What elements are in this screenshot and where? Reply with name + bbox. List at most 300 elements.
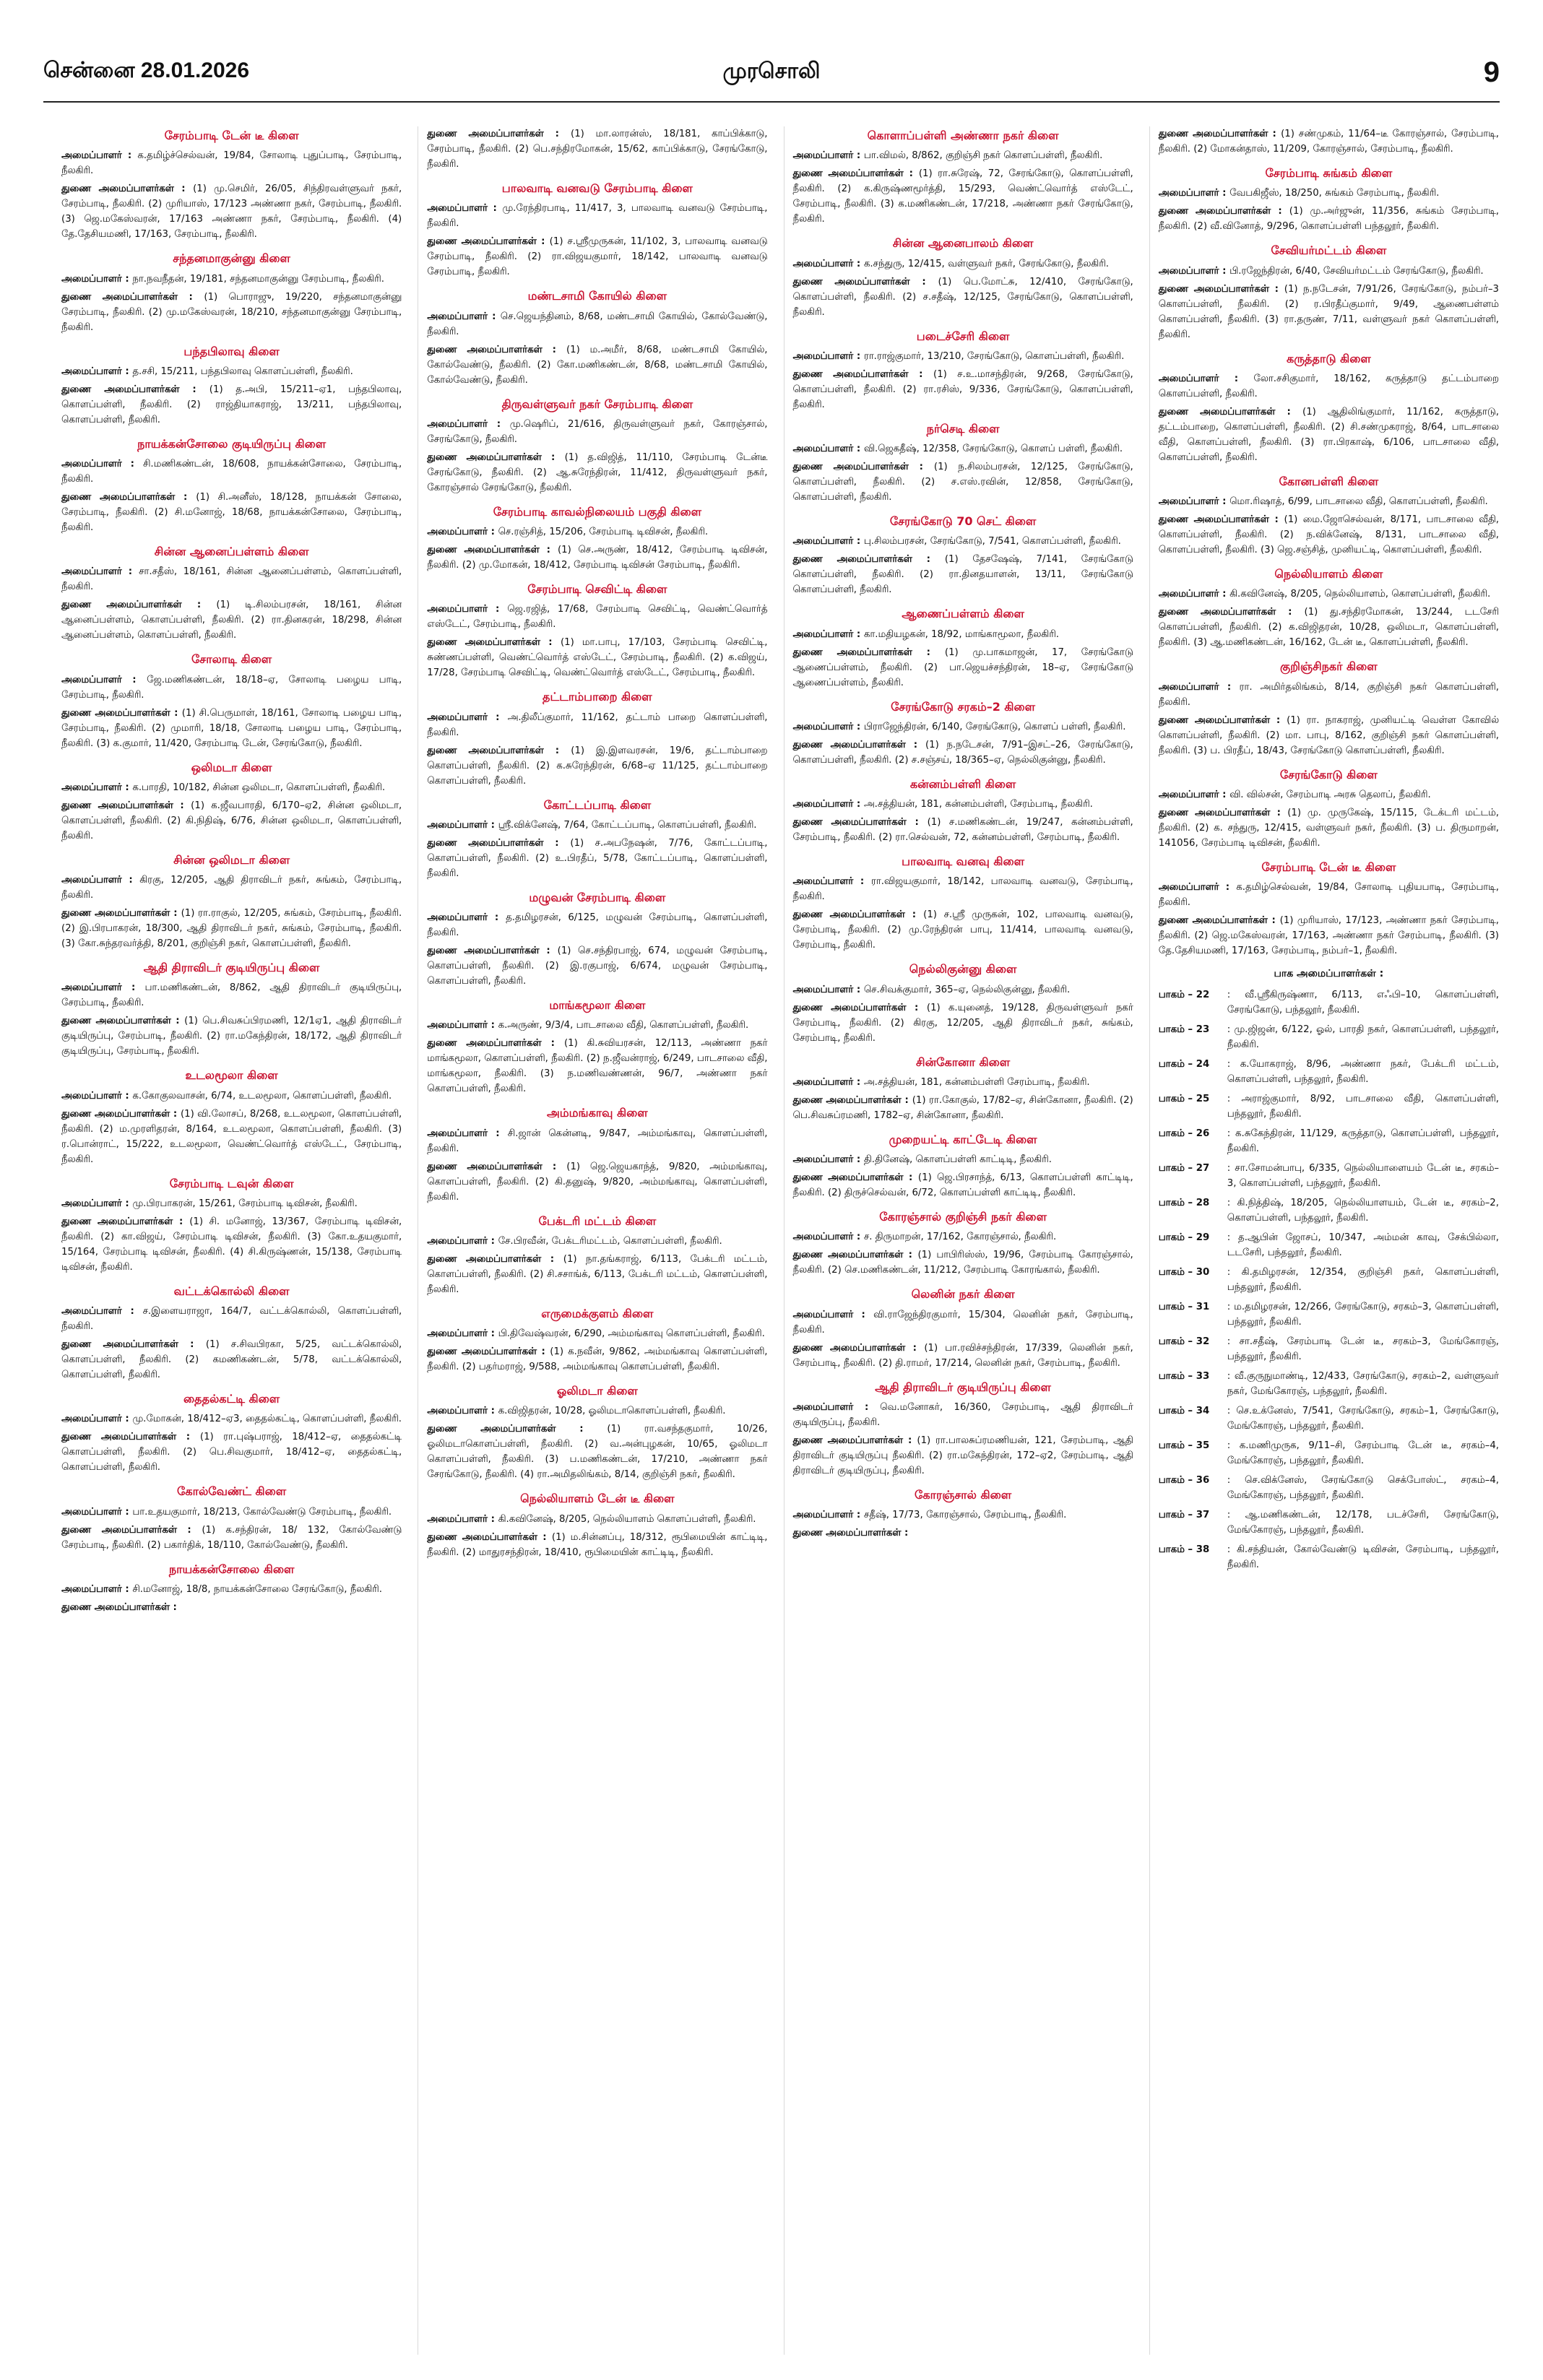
- branch-title: கோரஞ்சால் கிளை: [915, 1487, 1012, 1502]
- ward-label: பாகம் – 22: [1158, 990, 1210, 1001]
- deputies-text: (1) மு.பாகமாஜன், 17, சேரங்கோடு ஆணைப்பள்ளம், நீலகிரி. (2) பா.ஜெயச்சந்திரன், 18–ஏ, சேரங்கோடு ஆணைப்பள்ளம், நீலகிரி.: [792, 646, 1133, 688]
- organizer-label: அமைப்பாளர் :: [1158, 681, 1240, 693]
- deputies-line: [1159, 282, 1499, 342]
- branch-block: [61, 342, 402, 428]
- organizer-text: லோ.சசிகுமார், 18/162, கருத்தாடு தட்டம்பாறை கொளப்பள்ளி, நீலகிரி.: [1158, 373, 1499, 399]
- branch-block: [61, 1390, 402, 1475]
- deputies-label: துணை அமைப்பாளர்கள் :: [1158, 714, 1287, 726]
- branch-block: [793, 1208, 1133, 1278]
- organizer-text: த.சசி, 15/211, பந்தபிலாவு கொளப்பள்ளி, நீலகிரி.: [132, 365, 353, 377]
- branch-block: [427, 395, 767, 496]
- organizer-line: [1159, 264, 1499, 279]
- ward-text: : ம.தமிழரசன், 12/266, சேரங்கோடு, சரகம்–3, கொளப்பள்ளி, பந்தலூர், நீலகிரி.: [1227, 1302, 1499, 1328]
- deputies-text: (1) ரா.சுரேஷ், 72, சேரங்கோடு, கொளப்பள்ளி, நீலகிரி. (2) க.கிருஷ்ணமூர்த்தி, 15/293, வெண்ட்வொர்த் எஸ்டேட், சேரம்பாடி, நீலகிரி. (3) க.மணிகண்டன், 17/218, அண்ணா நகர் சேரங்கோடு, நீலகிரி.: [792, 168, 1133, 225]
- organizer-text: வி.ஜெகதீஷ், 12/358, சேரங்கோடு, கொளப் பள்ளி, நீலகிரி.: [863, 443, 1123, 455]
- deputies-text: (1) பா.ரவிச்சந்திரன், 17/339, லெனின் நகர், சேரம்பாடி, நீலகிரி. (2) தி.ராமர், 17/214, லெனின் நகர், சேரம்பாடி, நீலகிரி.: [792, 1342, 1133, 1369]
- organizer-line: [427, 1234, 767, 1249]
- organizer-text: பா.விமல், 8/862, குறிஞ்சி நகர் கொளப்பள்ளி, நீலகிரி.: [863, 150, 1103, 162]
- deputies-label: துணை அமைப்பாளர்கள் :: [427, 1038, 564, 1050]
- deputies-text: (1) க.ஜீவபாரதி, 6/170–ஏ2, சின்ன ஒலிமடா, கொளப்பள்ளி, நீலகிரி. (2) கி.நிதிஷ், 6/76, சின்ன ஒலிமடா, கொளப்பள்ளி, நீலகிரி.: [61, 800, 402, 841]
- organizer-text: ச.இளையராஜா, 164/7, வட்டக்கொல்லி, கொளப்பள்ளி, நீலகிரி.: [61, 1306, 402, 1333]
- organizer-label: அமைப்பாளர் :: [427, 203, 503, 215]
- organizer-line: [793, 797, 1133, 812]
- organizer-line: [61, 672, 402, 703]
- branch-block: [427, 1382, 767, 1482]
- organizer-label: அமைப்பாளர் :: [427, 819, 498, 831]
- deputies-label: துணை அமைப்பாளர்கள் :: [61, 1016, 185, 1027]
- organizer-label: அமைப்பாளர் :: [792, 258, 864, 269]
- branch-block: [427, 1212, 767, 1297]
- ward-label: பாகம் – 23: [1158, 1024, 1210, 1036]
- deputies-text: (1) ச.சிவபிரகா, 5/25, வட்டக்கொல்லி, கொளப்பள்ளி, நீலகிரி. (2) கமணிகண்டன், 5/78, வட்டக்கொல்லி, கொளப்பள்ளி, நீலகிரி.: [61, 1339, 402, 1381]
- deputies-label: துணை அமைப்பாளர்கள் :: [427, 236, 550, 248]
- ward-row: [1159, 1403, 1499, 1434]
- deputies-line: [1159, 512, 1499, 558]
- organizer-text: ரா.ராஜ்குமார், 13/210, சேரங்கோடு, கொளப்பள்ளி, நீலகிரி.: [863, 350, 1125, 362]
- organizer-label: அமைப்பாளர் :: [427, 418, 510, 430]
- organizer-label: அமைப்பாளர் :: [792, 350, 864, 362]
- organizer-text: சா.சதீஸ், 18/161, சின்ன ஆனைப்பள்ளம், கொளப்பள்ளி, நீலகிரி.: [61, 566, 402, 593]
- organizer-line: [427, 710, 767, 740]
- ward-label: பாகம் – 32: [1158, 1336, 1210, 1348]
- branch-title: எருமைக்குளம் கிளை: [541, 1306, 654, 1320]
- deputies-text: (1) த.விஜித், 11/110, சேரம்பாடி டேன்டீ சேரங்கோடு, நீலகிரி. (2) ஆ.சுரேந்திரன், 11/412, திருவள்ளுவர் நகர், கோரஞ்சால் சேரங்கோடு, நீலகிரி.: [427, 451, 768, 493]
- organizer-line: [427, 524, 767, 540]
- deputies-text: (1) நா.தங்கராஜ், 6/113, பேக்டரி மட்டம், கொளப்பள்ளி, நீலகிரி. (2) சி.சசாங்க், 6/113, பேக்டரி மட்டம், கொளப்பள்ளி, நீலகிரி.: [427, 1253, 768, 1295]
- branch-title: குறிஞ்சிநகர் கிளை: [1280, 659, 1378, 674]
- branch-title: லெனின் நகர் கிளை: [911, 1287, 1015, 1302]
- branch-title: நெல்லியாளம் டேன் டீ கிளை: [520, 1492, 675, 1506]
- organizer-label: அமைப்பாளர் :: [61, 1506, 133, 1518]
- organizer-line: [793, 1400, 1133, 1430]
- organizer-label: அமைப்பாளர் :: [1158, 188, 1230, 199]
- branch-title: நர்செடி கிளை: [926, 421, 1000, 436]
- deputies-label: துணை அமைப்பாளர்கள் :: [792, 554, 945, 566]
- branch-title: அம்மங்காவு கிளை: [547, 1106, 648, 1120]
- deputies-text: (1) ஆதிலிங்குமார், 11/162, கருத்தாடு, தட்டம்பாறை, கொளப்பள்ளி, நீலகிரி. (2) சி.சண்முகராஜ், 8/64, பாடசாலை வீதி, கொளப்பள்ளி, நீலகிரி. (3) ரா.பிரகாஷ், 6/106, பாடசாலை வீதி, கொளப்பள்ளி, நீலகிரி.: [1158, 406, 1499, 463]
- deputies-line: [427, 342, 767, 388]
- deputies-text: (1) செ.சந்திரபாஜ், 674, மழுவன் சேரம்பாடி, கொளப்பள்ளி, நீலகிரி. (2) இ.ரகுபாஜ், 6/674, மழுவன் சேரம்பாடி, கொளப்பள்ளி, நீலகிரி.: [427, 945, 768, 987]
- organizer-line: [793, 627, 1133, 642]
- deputies-label: துணை அமைப்பாளர்கள் :: [427, 1253, 563, 1265]
- organizer-label: அமைப்பாளர் :: [1158, 496, 1230, 508]
- organizer-label: அமைப்பாளர் :: [1158, 265, 1230, 277]
- deputies-line: [1159, 605, 1499, 650]
- ward-label: பாகம் – 25: [1158, 1094, 1210, 1105]
- organizer-line: [1159, 186, 1499, 201]
- branch-title: சேரங்கோடு 70 செட் கிளை: [889, 514, 1037, 529]
- organizer-line: [427, 201, 767, 231]
- deputies-line: [61, 181, 402, 242]
- deputies-line: [427, 1252, 767, 1297]
- deputies-label: துணை அமைப்பாளர்கள் :: [792, 739, 925, 750]
- deputies-text: (1) ரா.புஷ்பராஜ், 18/412–ஏ, தைதல்கட்டி கொளப்பள்ளி, நீலகிரி. (2) பெ.சிவகுமார், 18/412–ஏ, தைதல்கட்டி, கொளப்பள்ளி, நீலகிரி.: [61, 1432, 402, 1474]
- branch-title: சேரம்பாடி காவல்நிலையம் பகுதி கிளை: [493, 504, 702, 519]
- branch-block: [427, 179, 767, 280]
- deputies-line: [427, 836, 767, 881]
- organizer-line: [61, 1505, 402, 1520]
- deputies-label: துணை அமைப்பாளர்கள் :: [1158, 915, 1280, 927]
- organizer-label: அமைப்பாளர் :: [427, 604, 508, 615]
- branch-title: கோல்வேண்ட் கிளை: [176, 1484, 287, 1499]
- ward-row: [1159, 987, 1499, 1018]
- deputies-line: [427, 450, 767, 496]
- branch-title: சேவியர்மட்டம் கிளை: [1271, 243, 1387, 258]
- organizer-text: அ.சத்தியன், 181, கன்னம்பள்ளி சேரம்பாடி, நீலகிரி.: [863, 1076, 1090, 1088]
- deputies-text: (1) க.யுனைத், 19/128, திருவள்ளுவர் நகர் சேரம்பாடி, நீலகிரி. (2) கிரகு, 12/205, ஆதி திராவிடர் நகர், சுங்கம், சேரம்பாடி, நீலகிரி.: [792, 1002, 1133, 1044]
- ward-label: பாகம் – 30: [1158, 1267, 1210, 1278]
- branch-block: [793, 698, 1133, 768]
- ward-text: : செ.விக்னேஸ், சேரங்கோடு செக்போஸ்ட், சரகம்–4, மேங்கோரஞ், பந்தலூர், நீலகிரி.: [1227, 1475, 1499, 1502]
- organizer-text: சி.ஜான் கென்னடி, 9/847, அம்மங்காவு, கொளப்பள்ளி, நீலகிரி.: [427, 1128, 768, 1154]
- branch-block: [793, 1130, 1133, 1200]
- deputies-label: துணை அமைப்பாளர்கள் :: [61, 384, 209, 395]
- organizer-label: அமைப்பாளர் :: [792, 443, 864, 455]
- deputies-line: [793, 367, 1133, 412]
- ward-row: [1159, 1299, 1499, 1330]
- deputies-label: துணை அமைப்பாளர்கள் :: [1158, 607, 1305, 618]
- column-1: [61, 126, 402, 2355]
- deputies-label: துணை அமைப்பாளர்கள் :: [792, 1094, 912, 1106]
- organizer-text: ஜெ.ரஜித், 17/68, சேரம்பாடி செவிட்டி, வெண்ட்வொர்த் எஸ்டேட், சேரம்பாடி, நீலகிரி.: [427, 604, 768, 631]
- branch-block: [61, 542, 402, 643]
- deputies-label: துணை அமைப்பாளர்கள் :: [792, 1435, 917, 1446]
- organizer-label: அமைப்பாளர் :: [792, 1510, 864, 1521]
- deputies-text: (1) கி.சுவியரசன், 12/113, அண்ணா நகர் மாங்கமூலா, கொளப்பள்ளி, நீலகிரி. (2) ந.ஜீவன்ராஜ், 6/249, பாடசாலை வீதி, மாங்கமூலா, நீலகிரி. (3) ந.மணிவண்ணன், 96/7, அண்ணா நகர் கொளப்பள்ளி, நீலகிரி.: [427, 1038, 768, 1095]
- branch-title: சின்ன ஆனைப்பள்ளம் கிளை: [154, 545, 309, 559]
- column-4: [1149, 126, 1499, 2355]
- deputies-text: (1) சி.அனீஸ், 18/128, நாயக்கன் சோலை, சேரம்பாடி, நீலகிரி. (2) சி.மனோஜ், 18/68, நாயக்கன்சோலை, சேரம்பாடி, நீலகிரி.: [61, 492, 402, 534]
- deputies-line: [793, 166, 1133, 227]
- branch-title: நெல்லிகுன்னு கிளை: [909, 962, 1017, 977]
- organizer-label: அமைப்பாளர் :: [792, 799, 864, 810]
- deputies-line: [61, 798, 402, 844]
- organizer-text: பி.ரஜேந்திரன், 6/40, சேவியர்மட்டம் சேரங்கோடு, நீலகிரி.: [1229, 265, 1484, 277]
- deputies-text: (1) டி.சிலம்பரசன், 18/161, சின்ன ஆனைப்பள்ளம், கொளப்பள்ளி, நீலகிரி. (2) ரா.தினகரன், 18/298, சின்ன ஆனைப்பள்ளம், கொளப்பள்ளி, நீலகிரி.: [61, 600, 402, 641]
- deputies-line: [61, 290, 402, 335]
- masthead: [43, 51, 1500, 94]
- organizer-text: வேபகிஜீஸ், 18/250, சுங்கம் சேரம்பாடி, நீலகிரி.: [1229, 188, 1440, 199]
- branch-title: பாலவாடி வனவடு சேரம்பாடி கிளை: [501, 181, 693, 195]
- organizer-label: அமைப்பாளர் :: [427, 1128, 508, 1139]
- deputies-text: (1) சி. மனோஜ், 13/367, சேரம்பாடி டிவிசன், நீலகிரி. (2) கா.விஜய், சேரம்பாடி டிவிசன், நீலகிரி. (3) கோ.உதயகுமார், 15/164, சேரம்பாடி டிவிசன், நீலகிரி. (4) சி.கிருஷ்ணன், 15/138, சேரம்பாடி டிவிசன், நீலகிரி.: [61, 1216, 402, 1273]
- ward-row: [1159, 1369, 1499, 1399]
- deputies-text: (1) ரா.கோகுல், 17/82–ஏ, சின்கோனா, நீலகிரி. (2) பெ.சிவசுப்ரமணி, 1782–ஏ, சின்கோனா, நீலகிரி.: [792, 1094, 1133, 1121]
- deputies-text: (1) ச.ஸ்ரீமுருகன், 11/102, 3, பாலவாடி வனவடு சேரம்பாடி, நீலகிரி. (2) ரா.விஜயகுமார், 18/142, பாலவாடி வனவடு சேரம்பாடி, நீலகிரி.: [427, 236, 768, 278]
- ward-text: : செ.உக்னேஸ், 7/541, சேரங்கோடு, சரகம்–1, சேரங்கோடு, மேங்கோரஞ், பந்தலூர், நீலகிரி.: [1227, 1406, 1499, 1432]
- deputies-label: துணை அமைப்பாளர்கள் :: [792, 646, 945, 658]
- ward-text: : சா.சதீஷ், சேரம்பாடி டேன் டீ, சரகம்–3, மேங்கோரஞ், பந்தலூர், நீலகிரி.: [1227, 1336, 1499, 1363]
- organizer-label: அமைப்பாளர் :: [61, 1198, 133, 1209]
- organizer-text: சதீஷ், 17/73, கோரஞ்சால், சேரம்பாடி, நீலகிரி.: [863, 1510, 1067, 1521]
- branch-block: [61, 959, 402, 1059]
- page-number: 9: [1483, 56, 1500, 88]
- branch-block: [61, 1560, 402, 1615]
- branch-title: மாங்கமூலா கிளை: [549, 998, 646, 1013]
- organizer-line: [61, 873, 402, 903]
- deputies-line: [61, 706, 402, 751]
- organizer-line: [61, 1196, 402, 1211]
- deputies-text: (1) ரா.ராகுல், 12/205, சுங்கம், சேரம்பாடி, நீலகிரி. (2) இ.பிரபாகரன், 18/300, ஆதி திராவிடர் நகர், சுங்கம், சேரம்பாடி, நீலகிரி. (3) கோ.சுந்தரவர்த்தி, 8/201, குறிஞ்சி நகர், கொளப்பள்ளி, நீலகிரி.: [61, 908, 402, 950]
- organizer-line: [1159, 680, 1499, 710]
- organizer-line: [61, 1304, 402, 1334]
- branch-block: [61, 650, 402, 750]
- deputies-text: (1) மு. முருகேஷ், 15/115, டேக்டரி மட்டம், நீலகிரி. (2) க. சந்துரு, 12/415, வள்ளுவர் நகர், நீலகிரி. (3) ப. திருமாறன், 141056, சேரம்பாடி டிவிசன், நீலகிரி.: [1158, 807, 1499, 849]
- branch-block: [1159, 858, 1499, 959]
- branch-title: பேக்டரி மட்டம் கிளை: [538, 1213, 657, 1228]
- organizer-label: அமைப்பாளர் :: [61, 1090, 133, 1102]
- organizer-label: அமைப்பாளர் :: [427, 1406, 498, 1417]
- newspaper-name: முரசொலி: [722, 58, 821, 84]
- deputies-line: [61, 490, 402, 535]
- organizer-text: க.சந்துரு, 12/415, வள்ளுவர் நகர், சேரங்கோடு, நீலகிரி.: [863, 258, 1109, 269]
- organizer-label: அமைப்பாளர் :: [61, 365, 133, 377]
- branch-block: [427, 796, 767, 881]
- deputies-text: (1) முரியாஸ், 17/123, அண்ணா நகர் சேரம்பாடி, நீலகிரி. (2) ஜெ.மகேஸ்வரன், 17/163, அண்ணா நகர் சேரம்பாடி, நீலகிரி. (3) தே.தேசியமணி, 17/163, சேரம்பாடி, நம்பர்–1, நீலகிரி.: [1158, 915, 1499, 957]
- organizer-text: க.பாரதி, 10/182, சின்ன ஒலிமடா, கொளப்பள்ளி, நீலகிரி.: [132, 782, 386, 793]
- branch-block: [793, 852, 1133, 953]
- organizer-text: வி.ராஜேந்திரகுமார், 15/304, லெனின் நகர், சேரம்பாடி, நீலகிரி.: [792, 1309, 1133, 1336]
- organizer-text: பா.மணிகண்டன், 8/862, ஆதி திராவிடர் குடியிருப்பு, சேரம்பாடி, நீலகிரி.: [61, 982, 402, 1009]
- branch-block: [61, 435, 402, 535]
- deputies-line: [427, 1530, 767, 1560]
- ward-label: பாகம் – 26: [1158, 1128, 1210, 1140]
- deputies-label: துணை அமைப்பாளர்கள் :: [61, 1601, 177, 1613]
- organizer-line: [793, 256, 1133, 272]
- organizer-line: [793, 1307, 1133, 1338]
- branch-block: [1159, 241, 1499, 342]
- organizer-text: சி.மனோஜ், 18/8, நாயக்கன்சோலை சேரங்கோடு, நீலகிரி.: [132, 1583, 382, 1595]
- deputies-text: (1) பாபிரிஸ்ஸ், 19/96, சேரம்பாடி கோரஞ்சால், நீலகிரி. (2) செ.மணிகண்டன், 11/212, சேரம்பாடி கோரங்கால், நீலகிரி.: [792, 1250, 1133, 1276]
- branch-block: [61, 1482, 402, 1552]
- organizer-line: [427, 1403, 767, 1419]
- continued-deputies: [427, 126, 767, 172]
- branch-title: படைச்சேரி கிளை: [916, 329, 1010, 343]
- branch-title: சின்ன ஆனைபாலம் கிளை: [892, 236, 1034, 251]
- organizer-label: அமைப்பாளர் :: [427, 1328, 498, 1340]
- branch-title: கோரஞ்சால் குறிஞ்சி நகர் கிளை: [879, 1210, 1047, 1224]
- deputies-line: [793, 1341, 1133, 1371]
- organizer-text: அ.திலீப்குமார், 11/162, தட்டாம் பாறை கொளப்பள்ளி, நீலகிரி.: [427, 711, 768, 738]
- deputies-label: துணை அமைப்பாளர்கள் :: [61, 1432, 200, 1443]
- deputies-line: [427, 1421, 767, 1482]
- ward-label: பாகம் – 31: [1158, 1302, 1210, 1313]
- branch-title: கொளாப்பள்ளி அண்ணா நகர் கிளை: [867, 129, 1059, 142]
- organizer-text: க.விஜிதரன், 10/28, ஓலிமடாகொளப்பள்ளி, நீலகிரி.: [498, 1406, 726, 1417]
- organizer-label: அமைப்பாளர் :: [61, 982, 145, 994]
- deputies-text: (1) மா.லாரன்ஸ், 18/181, காப்பிக்காடு, சேரம்பாடி, நீலகிரி. (2) பெ.சந்திரமோகன், 15/62, காப்பிக்காடு, சேரங்கோடு, நீலகிரி.: [427, 129, 768, 170]
- branch-block: [793, 605, 1133, 690]
- branch-title: ஆதி திராவிடர் குடியிருப்பு கிளை: [875, 1380, 1051, 1394]
- deputies-line: [793, 274, 1133, 320]
- organizer-line: [61, 980, 402, 1011]
- deputies-label: துணை அமைப்பாளர்கள் :: [61, 600, 217, 611]
- organizer-line: [427, 1018, 767, 1033]
- deputies-text: (1) த.அபி, 15/211–ஏ1, பந்தபிலாவு, கொளப்பள்ளி, நீலகிரி. (2) ராஜ்தியாகராஜ், 13/211, பந்தபிலாவு, கொளப்பள்ளி, நீலகிரி.: [61, 384, 402, 425]
- ward-label: பாகம் – 33: [1158, 1371, 1210, 1382]
- deputies-label: துணை அமைப்பாளர்கள் :: [427, 1531, 552, 1543]
- deputies-label: துணை அமைப்பாளர்கள் :: [792, 1002, 927, 1013]
- branch-block: [427, 287, 767, 387]
- deputies-label: துணை அமைப்பாளர்கள் :: [1158, 406, 1303, 417]
- organizer-line: [427, 417, 767, 447]
- organizer-label: அமைப்பாளர் :: [1158, 789, 1230, 800]
- organizer-label: அமைப்பாளர் :: [61, 782, 133, 793]
- deputies-text: (1) ஜெ.ஜெயகாந்த், 9/820, அம்மங்காவு, கொளப்பள்ளி, நீலகிரி. (2) கி.தனுஷ், 9/820, அம்மங்காவு, கொளப்பள்ளி, நீலகிரி.: [427, 1161, 768, 1203]
- branch-block: [61, 249, 402, 334]
- organizer-label: அமைப்பாளர் :: [792, 1076, 864, 1088]
- deputies-line: [793, 552, 1133, 597]
- organizer-line: [61, 272, 402, 287]
- ward-row: [1159, 1542, 1499, 1572]
- branch-block: [1159, 657, 1499, 758]
- deputies-label: துணை அமைப்பாளர்கள் :: [427, 545, 558, 556]
- organizer-text: தி.தினேஷ், கொளப்பள்ளி காட்டிடி, நீலகிரி.: [863, 1154, 1052, 1166]
- deputies-label: துணை அமைப்பாளர்கள் :: [792, 462, 934, 473]
- deputies-label: துணை அமைப்பாளர்கள் :: [427, 1346, 550, 1358]
- branch-block: [427, 888, 767, 989]
- branch-title: சேரம்பாடி டவுன் கிளை: [169, 1176, 294, 1190]
- ward-label: பாகம் – 37: [1158, 1510, 1210, 1521]
- deputies-line: [427, 943, 767, 989]
- deputies-label: துணை அமைப்பாளர்கள் :: [792, 909, 924, 921]
- continued-deputies: [1159, 126, 1499, 157]
- branch-title: தைதல்கட்டி கிளை: [183, 1392, 280, 1406]
- deputies-text: (1) பொராஜு, 19/220, சந்தனமாகுன்னு சேரம்பாடி, நீலகிரி. (2) மு.மகேஸ்வரன், 18/210, சந்தனமாகுன்னு சேரம்பாடி, நீலகிரி.: [61, 291, 402, 333]
- deputies-line: [793, 1093, 1133, 1123]
- organizer-text: ஸ்ரீ.விக்னேஷ், 7/64, கோட்டப்பாடி, கொளப்பள்ளி, நீலகிரி.: [498, 819, 757, 831]
- organizer-label: அமைப்பாளர் :: [61, 1414, 133, 1425]
- deputies-line: [61, 1600, 402, 1615]
- branch-block: [793, 775, 1133, 845]
- ward-text: : வீ.ஸ்ரீகிருஷ்ணா, 6/113, எஃபி–10, கொளப்பள்ளி, சேரங்கோடு, பந்தலூர், நீலகிரி.: [1227, 990, 1499, 1016]
- ward-row: [1159, 1126, 1499, 1156]
- branch-block: [793, 1285, 1133, 1370]
- branch-title: பாலவாடி வனவு கிளை: [902, 854, 1025, 869]
- deputies-text: (1) சண்முகம், 11/64–டீ கோரஞ்சால், சேரம்பாடி, நீலகிரி. (2) மோகன்தாஸ், 11/209, கோரஞ்சால், சேரம்பாடி, நீலகிரி.: [1158, 129, 1499, 155]
- branch-title: கோட்டப்பாடி கிளை: [543, 797, 652, 812]
- branch-title: தட்டாம்பாறை கிளை: [543, 690, 652, 704]
- ward-label: பாகம் – 38: [1158, 1544, 1210, 1556]
- branch-block: [427, 503, 767, 573]
- ward-text: : க.மணிமுருக, 9/11–சி, சேரம்பாடி டேன் டீ, சரகம்–4, மேங்கோரஞ், பந்தலூர், நீலகிரி.: [1227, 1440, 1499, 1467]
- deputies-text: (1) மு.அர்ஜுன், 11/356, சுங்கம் சேரம்பாடி, நீலகிரி. (2) வீ.வினோத், 9/296, கொளப்பள்ளி பந்தலூர், நீலகிரி.: [1158, 206, 1499, 233]
- branch-block: [1159, 350, 1499, 465]
- organizer-line: [427, 910, 767, 940]
- organizer-label: அமைப்பாளர் :: [427, 1020, 498, 1031]
- ward-text: : கி.நித்திஷ், 18/205, நெல்லியாளயம், டேன் டீ, சரகம்–2, கொளப்பள்ளி, பந்தலூர், நீலகிரி.: [1227, 1198, 1499, 1224]
- branch-title: சேரம்பாடி செவிட்டி கிளை: [527, 582, 667, 597]
- organizer-label: அமைப்பாளர் :: [61, 566, 139, 578]
- organizer-line: [427, 602, 767, 632]
- organizer-line: [61, 1089, 402, 1104]
- organizer-line: [61, 1411, 402, 1427]
- branch-title: கருத்தாடு கிளை: [1286, 351, 1371, 365]
- deputies-text: (1) ம.சின்னப்பு, 18/312, ரூபிமையின் காட்டிடி, நீலகிரி. (2) மாதுரசந்திரன், 18/410, ரூபிமையின் காட்டிடி, நீலகிரி.: [427, 1531, 768, 1558]
- deputies-line: [793, 737, 1133, 768]
- deputies-label: துணை அமைப்பாளர்கள் :: [427, 837, 571, 849]
- branch-block: [793, 960, 1133, 1045]
- deputies-text: (1) ரா.வசந்தகுமார், 10/26, ஓலிமடாகொளப்பள்ளி, நீலகிரி. (2) வ.அன்புழகன், 10/65, ஓலிமடா கொளப்பள்ளி, நீலகிரி. (3) ப.மணிகண்டன், 17/210, அண்ணா நகர் சேரங்கோடு, நீலகிரி. (4) ரா.அமிதலிங்கம், 8/14, குறிஞ்சி நகர், நீலகிரி.: [427, 1424, 768, 1481]
- ward-row: [1159, 1334, 1499, 1364]
- branch-title: நாயக்கன்சோலை கிளை: [168, 1562, 295, 1576]
- deputies-label: துணை அமைப்பாளர்கள் :: [427, 745, 571, 756]
- organizer-line: [427, 309, 767, 339]
- branch-block: [793, 420, 1133, 505]
- ward-text: : அராஜ்குமார், 8/92, பாடசாலை வீதி, கொளப்பள்ளி, பந்தலூர், நீலகிரி.: [1227, 1094, 1499, 1120]
- ward-row: [1159, 1230, 1499, 1260]
- deputies-label: துணை அமைப்பாளர்கள் :: [427, 1424, 608, 1435]
- branch-title: சேரம்பாடி டேன் டீ கிளை: [164, 129, 299, 142]
- organizer-line: [793, 534, 1133, 549]
- deputies-line: [61, 1523, 402, 1553]
- deputies-label: துணை அமைப்பாளர்கள் :: [427, 1161, 567, 1172]
- branch-block: [1159, 164, 1499, 234]
- organizer-label: அமைப்பாளர் :: [61, 1306, 143, 1317]
- branch-title: ஒலிமடா கிளை: [191, 760, 272, 774]
- organizer-label: அமைப்பாளர் :: [427, 912, 506, 924]
- organizer-label: அமைப்பாளர் :: [792, 1232, 864, 1243]
- branch-block: [61, 758, 402, 844]
- deputies-text: (1) க.நவீன், 9/862, அம்மங்காவு கொளப்பள்ளி, நீலகிரி. (2) பதர்மராஜ், 9/588, அம்மங்காவு கொளப்பள்ளி, நீலகிரி.: [427, 1346, 768, 1373]
- branch-block: [61, 1174, 402, 1275]
- organizer-label: அமைப்பாளர் :: [427, 1513, 498, 1525]
- deputies-line: [61, 906, 402, 951]
- deputies-label: துணை அமைப்பாளர்கள் :: [427, 129, 571, 139]
- organizer-label: அமைப்பாளர் :: [792, 1309, 874, 1320]
- article-columns: [61, 126, 1499, 2355]
- deputies-line: [61, 1013, 402, 1059]
- organizer-text: கி.கவினேஷ், 8/205, நெல்லியாளம், கொளப்பள்ளி, நீலகிரி.: [1229, 589, 1491, 600]
- ward-text: : கி.சந்தியன், கோல்வேண்டு டிவிசன், சேரம்பாடி, பந்தலூர், நீலகிரி.: [1227, 1544, 1499, 1571]
- organizer-label: அமைப்பாளர் :: [792, 721, 864, 732]
- organizer-text: சே.பிரவீன், பேக்டரிமட்டம், கொளப்பள்ளி, நீலகிரி.: [498, 1235, 722, 1247]
- branch-title: சந்தனமாகுன்னு கிளை: [173, 251, 290, 266]
- deputies-text: (1) இ.இளவரசன், 19/6, தட்டாம்பாறை கொளப்பள்ளி, நீலகிரி. (2) க.சுரேந்திரன், 6/68–ஏ 11/125, தட்டாம்பாறை கொளப்பள்ளி, நீலகிரி.: [427, 745, 768, 787]
- branch-title: சேரங்கோடு கிளை: [1279, 767, 1378, 782]
- organizer-label: அமைப்பாளர் :: [61, 273, 133, 285]
- branch-title: சின்கோனா கிளை: [916, 1055, 1011, 1069]
- organizer-text: க.தமிழ்ச்செல்வன், 19/84, சோலாடி புதுப்பாடி, சேரம்பாடி, நீலகிரி.: [61, 150, 402, 177]
- ward-text: : வீ.குருநுமாண்டி, 12/433, சேரங்கோடு, சரகம்–2, வள்ளுவர் நகர், மேங்கோரஞ், பந்தலூர், நீலகிரி.: [1227, 1371, 1499, 1398]
- deputies-label: துணை அமைப்பாளர்கள் :: [427, 451, 565, 463]
- organizer-text: பிராஜேந்திரன், 6/140, சேரங்கோடு, கொளப் பள்ளி, நீலகிரி.: [863, 721, 1126, 732]
- organizer-text: நா.நவநீதன், 19/181, சந்தனமாகுன்னு சேரம்பாடி, நீலகிரி.: [132, 273, 384, 285]
- organizer-text: பு.சிலம்பரசன், சேரங்கோடு, 7/541, கொளப்பள்ளி, நீலகிரி.: [863, 536, 1121, 548]
- organizer-text: ரா. அமிர்தலிங்கம், 8/14, குறிஞ்சி நகர் கொளப்பள்ளி, நீலகிரி.: [1158, 681, 1499, 708]
- deputies-line: [793, 459, 1133, 505]
- organizer-label: அமைப்பாளர் :: [61, 1583, 133, 1595]
- organizer-line: [427, 1512, 767, 1527]
- column-3: [784, 126, 1133, 2355]
- organizer-text: க.கோகுலவாசன், 6/74, உடலமூலா, கொளப்பள்ளி, நீலகிரி.: [132, 1090, 392, 1102]
- organizer-text: ரா.விஜயகுமார், 18/142, பாலவாடி வனவடு, சேரம்பாடி, நீலகிரி.: [792, 876, 1133, 903]
- column-2: [418, 126, 767, 2355]
- deputies-line: [61, 597, 402, 643]
- deputies-line: [793, 907, 1133, 953]
- organizer-label: அமைப்பாளர் :: [792, 536, 864, 548]
- deputies-line: [793, 1526, 1133, 1541]
- deputies-label: துணை அமைப்பாளர்கள் :: [1158, 807, 1288, 818]
- deputies-line: [427, 743, 767, 789]
- deputies-label: துணை அமைப்பாளர்கள் :: [61, 1339, 206, 1351]
- organizer-line: [61, 456, 402, 487]
- organizer-label: அமைப்பாளர் :: [1158, 882, 1237, 893]
- organizer-text: வெ.மனோகர், 16/360, சேரம்பாடி, ஆதி திராவிடர் குடியிருப்பு, நீலகிரி.: [792, 1401, 1133, 1428]
- branch-block: [427, 1489, 767, 1559]
- ward-label: பாகம் – 34: [1158, 1406, 1210, 1417]
- ward-label: பாகம் – 24: [1158, 1059, 1210, 1070]
